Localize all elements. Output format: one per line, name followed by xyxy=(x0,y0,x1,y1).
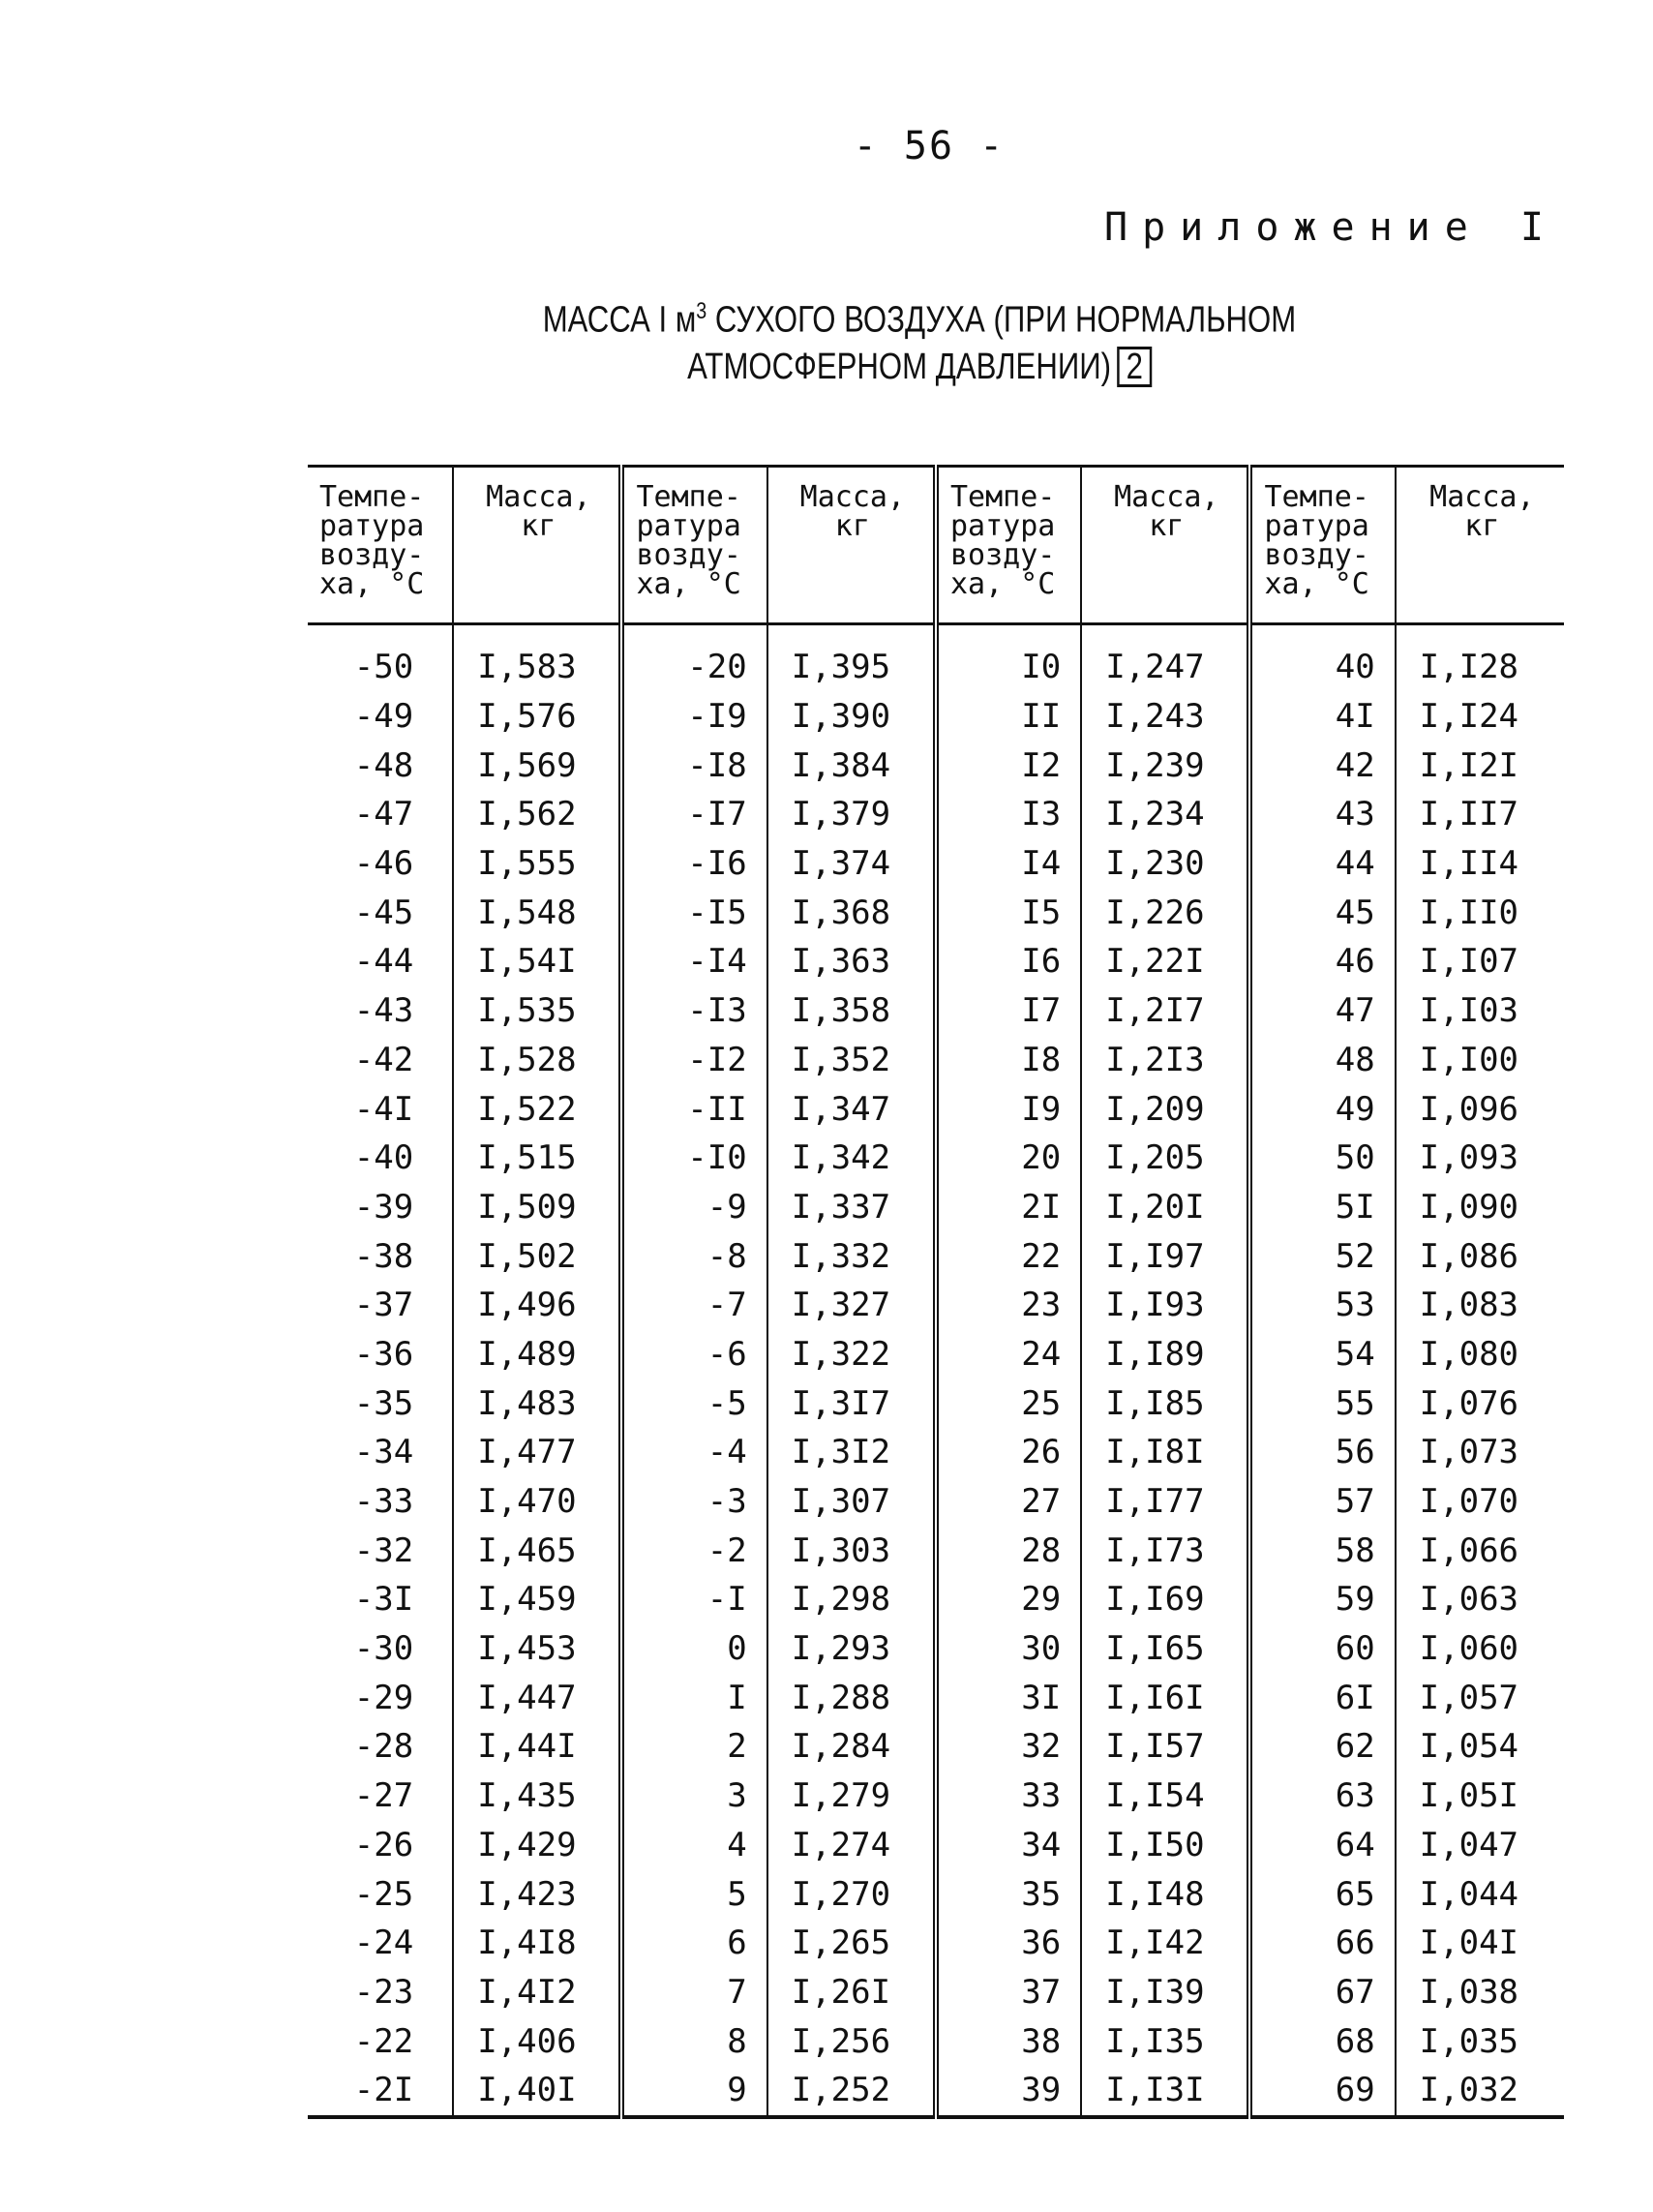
appendix-label: Приложение I xyxy=(1104,205,1558,250)
temperature-cell: -II xyxy=(621,1084,766,1134)
table-row xyxy=(308,1772,1564,1821)
table-row xyxy=(308,790,1564,839)
temperature-cell: 56 xyxy=(1249,1428,1395,1477)
mass-cell: I,080 xyxy=(1419,1334,1519,1374)
mass-cell: I,477 xyxy=(453,1428,621,1477)
temperature-cell: -29 xyxy=(308,1673,453,1722)
temperature-cell: 57 xyxy=(1249,1477,1395,1527)
mass-cell: I,4I8 xyxy=(453,1919,621,1968)
mass-cell: I,562 xyxy=(453,790,621,839)
mass-cell: I,I00 xyxy=(1419,1040,1519,1079)
temperature-cell: -46 xyxy=(308,839,453,889)
temperature-cell: 9 xyxy=(621,2066,766,2117)
mass-cell: I,I28 xyxy=(1419,648,1519,687)
temperature-cell: 43 xyxy=(1249,790,1395,839)
table-row xyxy=(308,1036,1564,1085)
temperature-cell: I7 xyxy=(936,986,1081,1036)
temperature-cell: -47 xyxy=(308,790,453,839)
temperature-cell: 5I xyxy=(1249,1183,1395,1232)
mass-cell: I,54I xyxy=(453,937,621,986)
temperature-cell: -I4 xyxy=(621,937,766,986)
table-row xyxy=(308,1624,1564,1674)
mass-cell: I,279 xyxy=(767,1772,936,1821)
temperature-cell: -9 xyxy=(621,1183,766,1232)
temperature-cell: 25 xyxy=(936,1379,1081,1428)
temperature-cell: 28 xyxy=(936,1526,1081,1575)
temperature-cell: -20 xyxy=(621,624,766,692)
mass-cell: I,044 xyxy=(1419,1874,1519,1914)
table-row xyxy=(308,1183,1564,1232)
mass-cell: I,429 xyxy=(453,1821,621,1870)
temperature-cell: -40 xyxy=(308,1134,453,1183)
temperature-cell: 54 xyxy=(1249,1330,1395,1379)
mass-cell: I,073 xyxy=(1419,1433,1519,1472)
temperature-cell: -34 xyxy=(308,1428,453,1477)
mass-cell: I,274 xyxy=(767,1821,936,1870)
mass-cell: I,496 xyxy=(453,1281,621,1330)
mass-cell: I,I50 xyxy=(1081,1821,1249,1870)
mass-cell: I,II4 xyxy=(1419,844,1519,884)
mass-cell: I,I39 xyxy=(1081,1968,1249,2017)
temperature-cell: 44 xyxy=(1249,839,1395,889)
temperature-cell: 8 xyxy=(621,2016,766,2066)
mass-cell: I,453 xyxy=(453,1624,621,1674)
temperature-cell: -23 xyxy=(308,1968,453,2017)
temperature-cell: -43 xyxy=(308,986,453,1036)
mass-cell: I,379 xyxy=(767,790,936,839)
temperature-cell: -I5 xyxy=(621,888,766,937)
mass-cell: I,I42 xyxy=(1081,1919,1249,1968)
mass-cell: I,256 xyxy=(767,2016,936,2066)
mass-cell: I,22I xyxy=(1081,937,1249,986)
mass-cell: I,093 xyxy=(1419,1138,1519,1178)
air-mass-table xyxy=(308,465,1564,2119)
temperature-cell: -44 xyxy=(308,937,453,986)
mass-cell: I,342 xyxy=(767,1134,936,1183)
temperature-cell: 63 xyxy=(1249,1772,1395,1821)
temperature-cell: 46 xyxy=(1249,937,1395,986)
temperature-cell: 47 xyxy=(1249,986,1395,1036)
mass-cell: I,465 xyxy=(453,1526,621,1575)
temperature-cell: 3I xyxy=(936,1673,1081,1722)
mass-cell: I,230 xyxy=(1081,839,1249,889)
table-row xyxy=(308,1869,1564,1919)
temperature-cell: -35 xyxy=(308,1379,453,1428)
mass-cell: I,459 xyxy=(453,1575,621,1624)
temperature-cell: -I3 xyxy=(621,986,766,1036)
temperature-cell: -33 xyxy=(308,1477,453,1527)
mass-cell: I,I54 xyxy=(1081,1772,1249,1821)
mass-cell: I,070 xyxy=(1419,1482,1519,1522)
mass-cell: I,I3I xyxy=(1081,2066,1249,2117)
temperature-cell: 58 xyxy=(1249,1526,1395,1575)
table-row xyxy=(308,1084,1564,1134)
temperature-cell: I0 xyxy=(936,624,1081,692)
document-title-line-1 xyxy=(165,298,1653,342)
header-temperature: Темпе- ратура возду- ха, °С xyxy=(308,467,453,624)
temperature-cell: 6I xyxy=(1249,1673,1395,1722)
temperature-cell: 69 xyxy=(1249,2066,1395,2117)
table-row xyxy=(308,1722,1564,1772)
temperature-cell: -5 xyxy=(621,1379,766,1428)
mass-cell: I,239 xyxy=(1081,741,1249,790)
mass-cell: I,583 xyxy=(453,624,621,692)
table-row xyxy=(308,1281,1564,1330)
mass-cell: I,3I2 xyxy=(767,1428,936,1477)
mass-cell: I,576 xyxy=(453,692,621,742)
mass-cell: I,243 xyxy=(1081,692,1249,742)
mass-cell: I,528 xyxy=(453,1036,621,1085)
mass-cell: I,209 xyxy=(1081,1084,1249,1134)
temperature-cell: 2 xyxy=(621,1722,766,1772)
header-temperature: Темпе- ратура возду- ха, °С xyxy=(1249,467,1395,624)
mass-cell: I,252 xyxy=(767,2066,936,2117)
temperature-cell: 66 xyxy=(1249,1919,1395,1968)
mass-cell: I,40I xyxy=(453,2066,621,2117)
temperature-cell: 32 xyxy=(936,1722,1081,1772)
mass-cell: I,038 xyxy=(1419,1972,1519,2012)
mass-cell: I,I48 xyxy=(1081,1869,1249,1919)
mass-cell: I,535 xyxy=(453,986,621,1036)
mass-cell: I,337 xyxy=(767,1183,936,1232)
temperature-cell: 4I xyxy=(1249,692,1395,742)
table-row xyxy=(308,888,1564,937)
mass-cell: I,406 xyxy=(453,2016,621,2066)
temperature-cell: -39 xyxy=(308,1183,453,1232)
mass-cell: I,435 xyxy=(453,1772,621,1821)
temperature-cell: -22 xyxy=(308,2016,453,2066)
mass-cell: I,I2I xyxy=(1419,745,1519,785)
temperature-cell: -3 xyxy=(621,1477,766,1527)
table-row xyxy=(308,2016,1564,2066)
temperature-cell: I4 xyxy=(936,839,1081,889)
table-row xyxy=(308,839,1564,889)
mass-cell: I,2I7 xyxy=(1081,986,1249,1036)
mass-cell: I,358 xyxy=(767,986,936,1036)
table-body xyxy=(308,624,1564,2117)
page-number: - 56 - xyxy=(853,124,1006,168)
mass-cell: I,288 xyxy=(767,1673,936,1722)
temperature-cell: -24 xyxy=(308,1919,453,1968)
temperature-cell: -6 xyxy=(621,1330,766,1379)
mass-cell: I,515 xyxy=(453,1134,621,1183)
temperature-cell: 35 xyxy=(936,1869,1081,1919)
title-text-rest: СУХОГО ВОЗДУХА (ПРИ НОРМАЛЬНОМ xyxy=(706,299,1297,341)
temperature-cell: 23 xyxy=(936,1281,1081,1330)
title-text-line-2: АТМОСФЕРНОМ ДАВЛЕНИИ) xyxy=(687,347,1111,387)
mass-cell: I,303 xyxy=(767,1526,936,1575)
reference-bracket: 2 xyxy=(1118,347,1152,387)
temperature-cell: -I9 xyxy=(621,692,766,742)
mass-cell: I,270 xyxy=(767,1869,936,1919)
table-row xyxy=(308,2066,1564,2117)
mass-cell: I,374 xyxy=(767,839,936,889)
table-row xyxy=(308,741,1564,790)
temperature-cell: -27 xyxy=(308,1772,453,1821)
mass-cell: I,I6I xyxy=(1081,1673,1249,1722)
temperature-cell: 26 xyxy=(936,1428,1081,1477)
table-row xyxy=(308,1821,1564,1870)
temperature-cell: 39 xyxy=(936,2066,1081,2117)
mass-cell: I,057 xyxy=(1419,1678,1519,1717)
table-row xyxy=(308,1477,1564,1527)
header-mass: Масса, кг xyxy=(1081,467,1249,624)
temperature-cell: -49 xyxy=(308,692,453,742)
temperature-cell: 62 xyxy=(1249,1722,1395,1772)
mass-cell: I,332 xyxy=(767,1231,936,1281)
temperature-cell: 52 xyxy=(1249,1231,1395,1281)
table-row xyxy=(308,1428,1564,1477)
temperature-cell: 3 xyxy=(621,1772,766,1821)
temperature-cell: 5 xyxy=(621,1869,766,1919)
temperature-cell: -4 xyxy=(621,1428,766,1477)
mass-cell: I,368 xyxy=(767,888,936,937)
mass-cell: I,I69 xyxy=(1081,1575,1249,1624)
mass-cell: I,066 xyxy=(1419,1530,1519,1570)
mass-cell: I,054 xyxy=(1419,1727,1519,1767)
table-row xyxy=(308,1968,1564,2017)
mass-cell: I,423 xyxy=(453,1869,621,1919)
mass-cell: I,I57 xyxy=(1081,1722,1249,1772)
mass-cell: I,20I xyxy=(1081,1183,1249,1232)
header-temperature: Темпе- ратура возду- ха, °С xyxy=(936,467,1081,624)
temperature-cell: -I xyxy=(621,1575,766,1624)
mass-cell: I,509 xyxy=(453,1183,621,1232)
temperature-cell: 53 xyxy=(1249,1281,1395,1330)
mass-cell: I,390 xyxy=(767,692,936,742)
temperature-cell: 20 xyxy=(936,1134,1081,1183)
table-row xyxy=(308,692,1564,742)
mass-cell: I,05I xyxy=(1419,1776,1519,1816)
mass-cell: I,327 xyxy=(767,1281,936,1330)
mass-cell: I,247 xyxy=(1081,624,1249,692)
temperature-cell: -25 xyxy=(308,1869,453,1919)
mass-cell: I,555 xyxy=(453,839,621,889)
temperature-cell: -2 xyxy=(621,1526,766,1575)
title-superscript: 3 xyxy=(696,298,707,324)
temperature-cell: 34 xyxy=(936,1821,1081,1870)
mass-cell: I,II0 xyxy=(1419,893,1519,932)
air-mass-table-container xyxy=(308,465,1564,2139)
table-row xyxy=(308,1379,1564,1428)
table-row xyxy=(308,624,1564,692)
temperature-cell: 59 xyxy=(1249,1575,1395,1624)
temperature-cell: -38 xyxy=(308,1231,453,1281)
mass-cell: I,I97 xyxy=(1081,1231,1249,1281)
temperature-cell: 33 xyxy=(936,1772,1081,1821)
mass-cell: I,363 xyxy=(767,937,936,986)
temperature-cell: -42 xyxy=(308,1036,453,1085)
table-row xyxy=(308,1575,1564,1624)
temperature-cell: 64 xyxy=(1249,1821,1395,1870)
temperature-cell: 65 xyxy=(1249,1869,1395,1919)
mass-cell: I,I35 xyxy=(1081,2016,1249,2066)
temperature-cell: I3 xyxy=(936,790,1081,839)
temperature-cell: I9 xyxy=(936,1084,1081,1134)
temperature-cell: 48 xyxy=(1249,1036,1395,1085)
mass-cell: I,483 xyxy=(453,1379,621,1428)
temperature-cell: 27 xyxy=(936,1477,1081,1527)
temperature-cell: 67 xyxy=(1249,1968,1395,2017)
mass-cell: I,265 xyxy=(767,1919,936,1968)
mass-cell: I,226 xyxy=(1081,888,1249,937)
table-row xyxy=(308,1526,1564,1575)
mass-cell: I,3I7 xyxy=(767,1379,936,1428)
mass-cell: I,395 xyxy=(767,624,936,692)
temperature-cell: 29 xyxy=(936,1575,1081,1624)
table-row xyxy=(308,1919,1564,1968)
temperature-cell: -37 xyxy=(308,1281,453,1330)
header-mass: Масса, кг xyxy=(453,467,621,624)
mass-cell: I,083 xyxy=(1419,1286,1519,1325)
mass-cell: I,I85 xyxy=(1081,1379,1249,1428)
temperature-cell: -50 xyxy=(308,624,453,692)
mass-cell: I,060 xyxy=(1419,1629,1519,1669)
mass-cell: I,076 xyxy=(1419,1383,1519,1423)
header-mass: Масса, кг xyxy=(767,467,936,624)
temperature-cell: -28 xyxy=(308,1722,453,1772)
temperature-cell: -I6 xyxy=(621,839,766,889)
mass-cell: I,086 xyxy=(1419,1236,1519,1276)
mass-cell: I,I03 xyxy=(1419,991,1519,1031)
temperature-cell: 42 xyxy=(1249,741,1395,790)
temperature-cell: -26 xyxy=(308,1821,453,1870)
temperature-cell: -2I xyxy=(308,2066,453,2117)
temperature-cell: -7 xyxy=(621,1281,766,1330)
mass-cell: I,047 xyxy=(1419,1825,1519,1864)
temperature-cell: -45 xyxy=(308,888,453,937)
temperature-cell: -4I xyxy=(308,1084,453,1134)
mass-cell: I,096 xyxy=(1419,1089,1519,1129)
mass-cell: I,44I xyxy=(453,1722,621,1772)
mass-cell: I,352 xyxy=(767,1036,936,1085)
mass-cell: I,522 xyxy=(453,1084,621,1134)
mass-cell: I,I07 xyxy=(1419,942,1519,982)
title-text-start: МАССА I м xyxy=(542,299,697,341)
mass-cell: I,2I3 xyxy=(1081,1036,1249,1085)
temperature-cell: 50 xyxy=(1249,1134,1395,1183)
table-row xyxy=(308,937,1564,986)
temperature-cell: -32 xyxy=(308,1526,453,1575)
temperature-cell: I5 xyxy=(936,888,1081,937)
temperature-cell: -I2 xyxy=(621,1036,766,1085)
mass-cell: I,502 xyxy=(453,1231,621,1281)
mass-cell: I,234 xyxy=(1081,790,1249,839)
mass-cell: I,293 xyxy=(767,1624,936,1674)
mass-cell: I,I89 xyxy=(1081,1330,1249,1379)
temperature-cell: 40 xyxy=(1249,624,1395,692)
header-row xyxy=(308,467,1564,624)
temperature-cell: -I7 xyxy=(621,790,766,839)
mass-cell: I,I24 xyxy=(1419,697,1519,737)
table-row xyxy=(308,1330,1564,1379)
mass-cell: I,384 xyxy=(767,741,936,790)
table-row xyxy=(308,1673,1564,1722)
mass-cell: I,063 xyxy=(1419,1580,1519,1620)
mass-cell: I,I73 xyxy=(1081,1526,1249,1575)
mass-cell: I,548 xyxy=(453,888,621,937)
temperature-cell: 2I xyxy=(936,1183,1081,1232)
temperature-cell: -30 xyxy=(308,1624,453,1674)
mass-cell: I,298 xyxy=(767,1575,936,1624)
mass-cell: I,I65 xyxy=(1081,1624,1249,1674)
mass-cell: I,I8I xyxy=(1081,1428,1249,1477)
table-row xyxy=(308,1231,1564,1281)
temperature-cell: I6 xyxy=(936,937,1081,986)
mass-cell: I,470 xyxy=(453,1477,621,1527)
mass-cell: I,489 xyxy=(453,1330,621,1379)
mass-cell: I,04I xyxy=(1419,1924,1519,1963)
mass-cell: I,307 xyxy=(767,1477,936,1527)
header-temperature: Темпе- ратура возду- ха, °С xyxy=(621,467,766,624)
temperature-cell: -I8 xyxy=(621,741,766,790)
mass-cell: I,26I xyxy=(767,1968,936,2017)
temperature-cell: 7 xyxy=(621,1968,766,2017)
temperature-cell: I2 xyxy=(936,741,1081,790)
table-row xyxy=(308,1134,1564,1183)
mass-cell: I,284 xyxy=(767,1722,936,1772)
mass-cell: I,I93 xyxy=(1081,1281,1249,1330)
temperature-cell: II xyxy=(936,692,1081,742)
mass-cell: I,4I2 xyxy=(453,1968,621,2017)
temperature-cell: 38 xyxy=(936,2016,1081,2066)
temperature-cell: -48 xyxy=(308,741,453,790)
temperature-cell: -8 xyxy=(621,1231,766,1281)
temperature-cell: I xyxy=(621,1673,766,1722)
temperature-cell: 68 xyxy=(1249,2016,1395,2066)
mass-cell: I,I77 xyxy=(1081,1477,1249,1527)
mass-cell: I,035 xyxy=(1419,2021,1519,2061)
temperature-cell: I8 xyxy=(936,1036,1081,1085)
temperature-cell: 49 xyxy=(1249,1084,1395,1134)
table-header xyxy=(308,467,1564,624)
temperature-cell: 30 xyxy=(936,1624,1081,1674)
header-mass: Масса, кг xyxy=(1396,467,1564,624)
temperature-cell: 0 xyxy=(621,1624,766,1674)
temperature-cell: 36 xyxy=(936,1919,1081,1968)
mass-cell: I,347 xyxy=(767,1084,936,1134)
temperature-cell: 6 xyxy=(621,1919,766,1968)
mass-cell: I,447 xyxy=(453,1673,621,1722)
mass-cell: I,205 xyxy=(1081,1134,1249,1183)
temperature-cell: 45 xyxy=(1249,888,1395,937)
mass-cell: I,032 xyxy=(1396,2066,1564,2117)
temperature-cell: -36 xyxy=(308,1330,453,1379)
temperature-cell: 4 xyxy=(621,1821,766,1870)
mass-cell: I,569 xyxy=(453,741,621,790)
temperature-cell: -I0 xyxy=(621,1134,766,1183)
temperature-cell: 60 xyxy=(1249,1624,1395,1674)
temperature-cell: 55 xyxy=(1249,1379,1395,1428)
temperature-cell: 24 xyxy=(936,1330,1081,1379)
temperature-cell: 22 xyxy=(936,1231,1081,1281)
document-title-line-2 xyxy=(165,347,1653,388)
temperature-cell: -3I xyxy=(308,1575,453,1624)
table-row xyxy=(308,986,1564,1036)
mass-cell: I,322 xyxy=(767,1330,936,1379)
mass-cell: I,090 xyxy=(1419,1187,1519,1227)
temperature-cell: 37 xyxy=(936,1968,1081,2017)
mass-cell: I,II7 xyxy=(1419,795,1519,834)
